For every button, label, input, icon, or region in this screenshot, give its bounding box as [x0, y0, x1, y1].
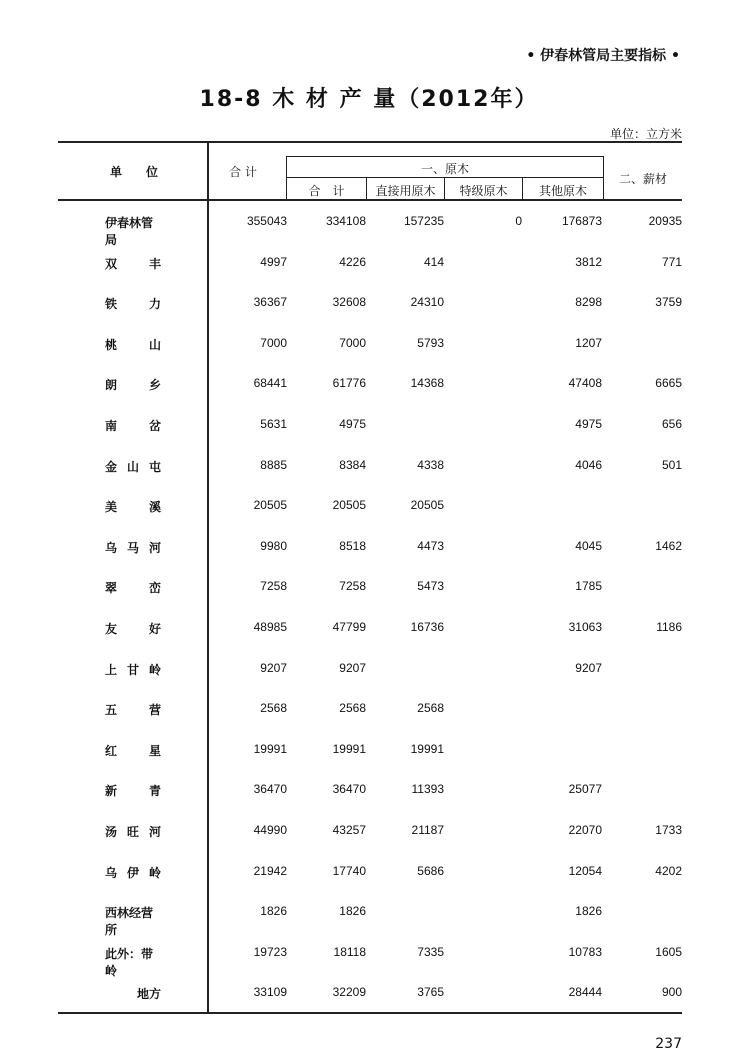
cell-logs-total: 20505	[332, 498, 366, 513]
cell-total: 33109	[253, 985, 287, 1000]
cell-other: 28444	[568, 985, 602, 1000]
cell-total: 48985	[253, 620, 287, 634]
cell-logs-total: 18118	[333, 944, 366, 959]
header-other-logs: 其他原木	[538, 184, 587, 198]
cell-other: 4046	[575, 457, 602, 472]
cell-other: 176873	[561, 214, 602, 228]
cell-total: 5631	[260, 417, 287, 431]
header-firewood: 二、薪材	[618, 172, 667, 186]
cell-logs-total: 32209	[332, 985, 366, 1000]
row-label: 伊春林管局	[105, 216, 154, 247]
cell-other: 10783	[568, 944, 602, 959]
cell-direct: 4473	[417, 538, 444, 553]
cell-direct: 4338	[417, 457, 444, 472]
cell-logs-total: 7000	[339, 335, 366, 350]
cell-logs-total: 9207	[339, 660, 366, 675]
cell-total: 9980	[260, 538, 287, 553]
cell-total: 20505	[253, 498, 287, 513]
cell-total: 44990	[253, 823, 287, 837]
cell-direct: 414	[423, 254, 444, 269]
cell-other: 1207	[575, 335, 602, 350]
group-sub-rule	[286, 177, 604, 178]
row-label: 铁力	[105, 297, 161, 312]
cell-total: 21942	[253, 863, 287, 878]
cell-direct: 19991	[410, 741, 444, 756]
cell-firewood: 1733	[655, 823, 682, 837]
cell-total: 36367	[253, 295, 287, 310]
cell-firewood: 501	[661, 457, 682, 472]
header-total: 合 计	[229, 165, 257, 179]
cell-logs-total: 2568	[339, 701, 366, 716]
cell-other: 4045	[575, 538, 602, 553]
row-label: 双丰	[105, 256, 161, 271]
cell-firewood: 1605	[655, 944, 682, 959]
cell-other: 8298	[575, 295, 602, 310]
cell-direct: 7335	[417, 944, 444, 959]
cell-other: 12054	[568, 863, 602, 878]
cell-other: 25077	[568, 782, 602, 797]
cell-logs-total: 17740	[332, 863, 366, 878]
unit-label: 单位：立方米	[609, 127, 682, 141]
row-label: 西林经营所	[105, 906, 154, 938]
row-label: 南岔	[105, 419, 161, 433]
cell-total: 1826	[260, 904, 287, 919]
cell-direct: 11393	[411, 782, 444, 797]
row-label: 五营	[105, 703, 161, 718]
cell-total: 4997	[260, 254, 287, 269]
cell-total: 7258	[260, 579, 287, 594]
header-special-grade-logs: 特级原木	[459, 184, 508, 198]
cell-total: 7000	[260, 335, 287, 350]
row-label: 朗乡	[105, 378, 161, 393]
cell-logs-total: 36470	[332, 782, 366, 797]
cell-firewood: 771	[661, 254, 682, 269]
cell-total: 19723	[253, 944, 287, 959]
cell-direct: 21187	[411, 823, 444, 837]
header-rule	[58, 199, 682, 201]
cell-direct: 5686	[417, 863, 444, 878]
row-label: 汤旺河	[105, 825, 161, 839]
cell-firewood: 4202	[655, 863, 682, 878]
cell-special: 0	[515, 214, 522, 228]
cell-firewood: 900	[661, 985, 682, 1000]
cell-total: 68441	[253, 376, 287, 391]
page-number: 237	[655, 1036, 682, 1052]
cell-other: 31063	[568, 620, 602, 634]
cell-total: 355043	[246, 214, 287, 228]
stub-divider	[207, 141, 209, 1013]
header-direct-use-logs: 直接用原木	[375, 184, 436, 198]
cell-direct: 157235	[403, 214, 444, 228]
cell-logs-total: 47799	[332, 620, 366, 634]
cell-other: 9207	[575, 660, 602, 675]
header-unit: 单 位	[109, 165, 158, 179]
cell-logs-total: 61776	[332, 376, 366, 391]
running-head: • 伊春林管局主要指标 •	[526, 48, 680, 64]
cell-total: 9207	[260, 660, 287, 675]
cell-logs-total: 8518	[339, 538, 366, 553]
row-label: 乌伊岭	[105, 865, 161, 880]
cell-total: 36470	[253, 782, 287, 797]
cell-direct: 3765	[417, 985, 444, 1000]
cell-logs-total: 4226	[339, 254, 366, 269]
cell-total: 19991	[253, 741, 287, 756]
cell-direct: 5473	[417, 579, 444, 594]
cell-other: 47408	[568, 376, 602, 391]
cell-firewood: 6665	[655, 376, 682, 391]
top-rule	[58, 141, 682, 143]
cell-firewood: 1186	[656, 620, 682, 634]
row-label: 此外：带岭	[105, 946, 154, 978]
cell-total: 8885	[260, 457, 287, 472]
cell-firewood: 656	[661, 417, 682, 431]
cell-other: 4975	[575, 417, 602, 431]
row-label: 金山屯	[105, 459, 161, 474]
cell-other: 3812	[575, 254, 602, 269]
cell-firewood: 1462	[655, 538, 682, 553]
row-label: 乌马河	[105, 540, 161, 555]
cell-direct: 2568	[417, 701, 444, 716]
row-label: 友好	[105, 622, 161, 636]
cell-other: 1785	[575, 579, 602, 594]
cell-firewood: 20935	[648, 214, 682, 228]
row-label: 红星	[105, 743, 161, 758]
cell-logs-total: 4975	[339, 417, 366, 431]
row-label: 地方	[136, 987, 161, 1002]
table-title: 18-8 木 材 产 量（2012年）	[199, 87, 539, 112]
cell-other: 1826	[575, 904, 602, 919]
cell-direct: 20505	[410, 498, 444, 513]
row-label: 翠峦	[105, 581, 161, 596]
cell-logs-total: 334108	[325, 214, 366, 228]
header-logs-total: 合 计	[308, 184, 345, 198]
cell-total: 2568	[260, 701, 287, 716]
cell-other: 22070	[568, 823, 602, 837]
cell-logs-total: 19991	[332, 741, 366, 756]
group-top-rule	[286, 156, 604, 157]
row-label: 桃山	[105, 337, 161, 352]
cell-logs-total: 32608	[332, 295, 366, 310]
row-label: 新青	[105, 784, 161, 799]
cell-firewood: 3759	[655, 295, 682, 310]
row-label: 上甘岭	[105, 662, 161, 677]
cell-logs-total: 1826	[339, 904, 366, 919]
cell-direct: 14368	[410, 376, 444, 391]
cell-logs-total: 43257	[332, 823, 366, 837]
cell-direct: 5793	[417, 335, 444, 350]
bottom-rule	[58, 1012, 682, 1014]
header-logs-group: 一、原木	[420, 162, 469, 176]
cell-logs-total: 8384	[339, 457, 366, 472]
cell-direct: 24310	[410, 295, 444, 310]
row-label: 美溪	[105, 500, 161, 515]
cell-direct: 16736	[410, 620, 444, 634]
cell-logs-total: 7258	[339, 579, 366, 594]
